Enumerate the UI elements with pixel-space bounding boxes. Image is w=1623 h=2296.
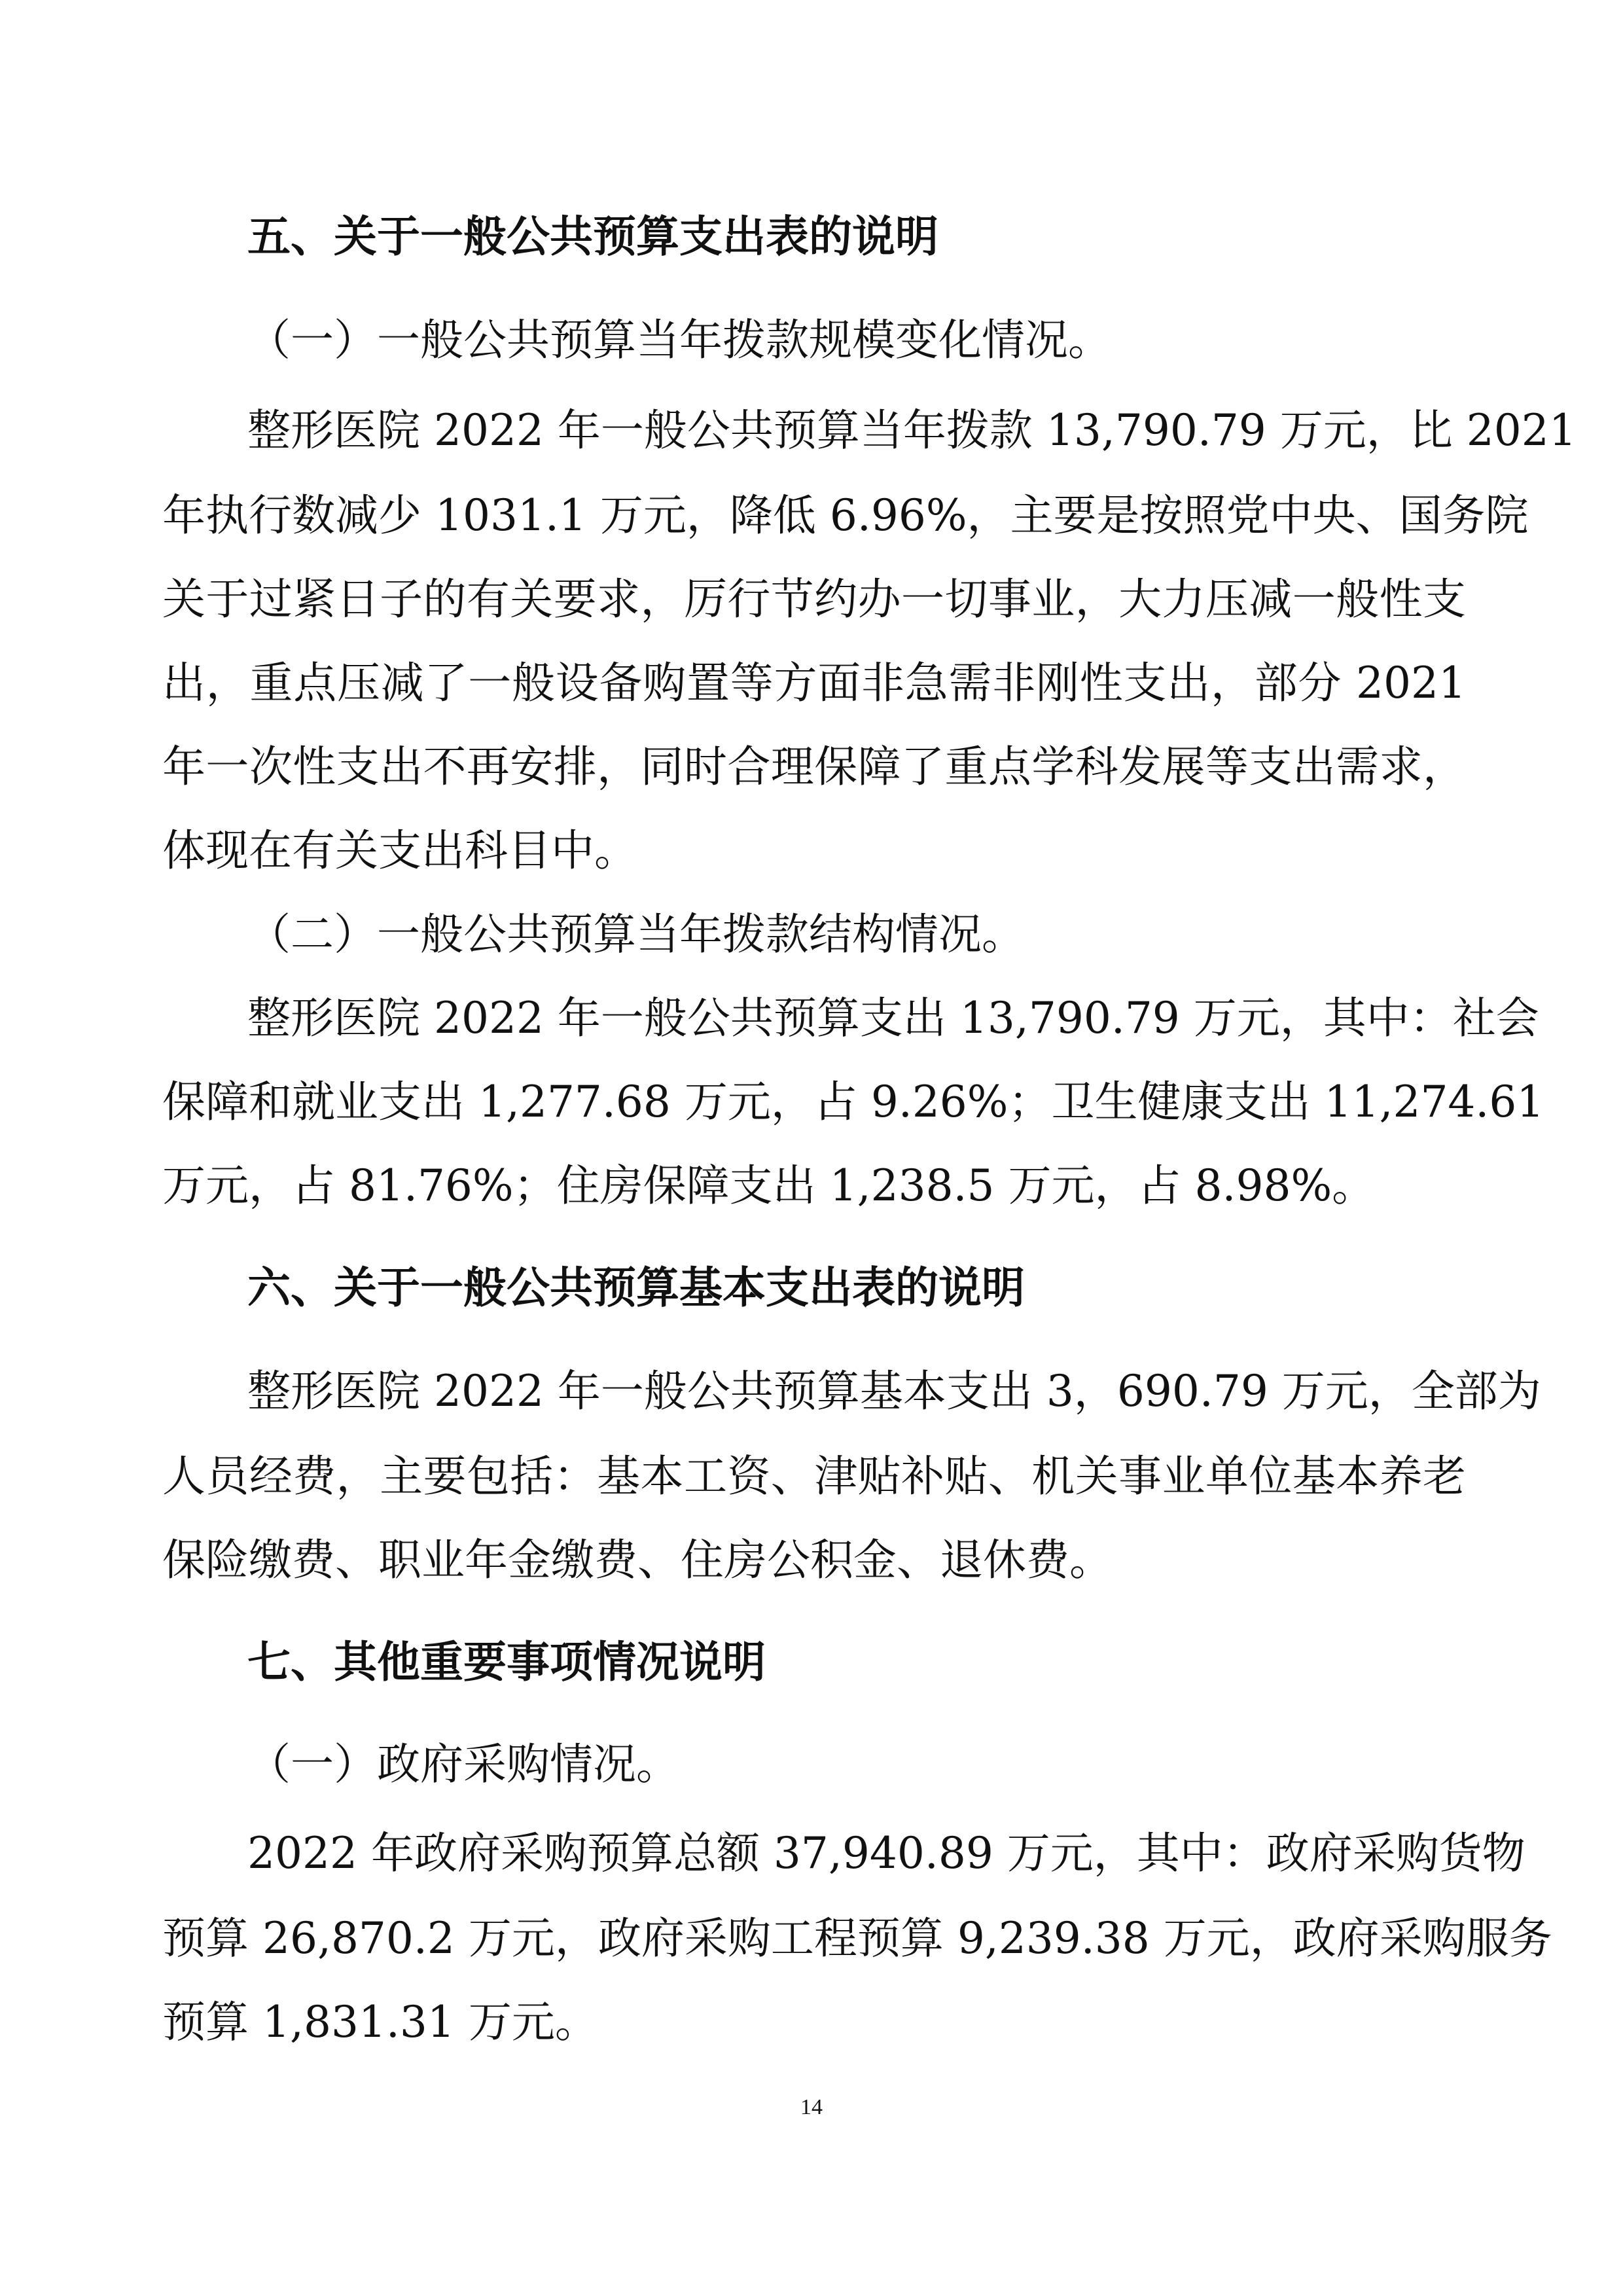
subsection-title: （一）一般公共预算当年拨款规模变化情况。 xyxy=(247,315,1111,365)
paragraph-line: 人员经费，主要包括：基本工资、津贴补贴、机关事业单位基本养老 xyxy=(162,1451,1466,1501)
subsection-title: （二）一般公共预算当年拨款结构情况。 xyxy=(247,909,1025,960)
subsection-title: （一）政府采购情况。 xyxy=(247,1739,679,1789)
page-number: 14 xyxy=(800,2095,823,2119)
paragraph-line: 整形医院 2022 年一般公共预算基本支出 3，690.79 万元，全部为 xyxy=(247,1366,1541,1416)
section-heading: 六、关于一般公共预算基本支出表的说明 xyxy=(247,1263,1025,1313)
paragraph-line: 保险缴费、职业年金缴费、住房公积金、退休费。 xyxy=(162,1535,1113,1585)
paragraph-line: 2022 年政府采购预算总额 37,940.89 万元，其中：政府采购货物 xyxy=(247,1828,1525,1878)
paragraph-line: 保障和就业支出 1,277.68 万元，占 9.26%；卫生健康支出 11,274.61 xyxy=(162,1077,1544,1127)
paragraph-line: 年一次性支出不再安排，同时合理保障了重点学科发展等支出需求， xyxy=(162,742,1466,792)
paragraph-line: 整形医院 2022 年一般公共预算支出 13,790.79 万元，其中：社会 xyxy=(247,993,1539,1043)
paragraph-line: 出，重点压减了一般设备购置等方面非急需非刚性支出，部分 2021 xyxy=(162,658,1466,708)
paragraph-line: 万元，占 81.76%；住房保障支出 1,238.5 万元，占 8.98%。 xyxy=(162,1160,1376,1211)
section-heading: 五、关于一般公共预算支出表的说明 xyxy=(247,211,938,262)
paragraph-line: 整形医院 2022 年一般公共预算当年拨款 13,790.79 万元，比 2021 xyxy=(247,405,1577,456)
paragraph-line: 年执行数减少 1031.1 万元，降低 6.96%，主要是按照党中央、国务院 xyxy=(162,490,1529,541)
paragraph-line: 预算 1,831.31 万元。 xyxy=(162,1997,598,2047)
paragraph-line: 关于过紧日子的有关要求，厉行节约办一切事业，大力压减一般性支 xyxy=(162,574,1466,624)
paragraph-line: 体现在有关支出科目中。 xyxy=(162,825,637,876)
paragraph-line: 预算 26,870.2 万元，政府采购工程预算 9,239.38 万元，政府采购服务 xyxy=(162,1913,1552,1964)
section-heading: 七、其他重要事项情况说明 xyxy=(247,1637,766,1687)
